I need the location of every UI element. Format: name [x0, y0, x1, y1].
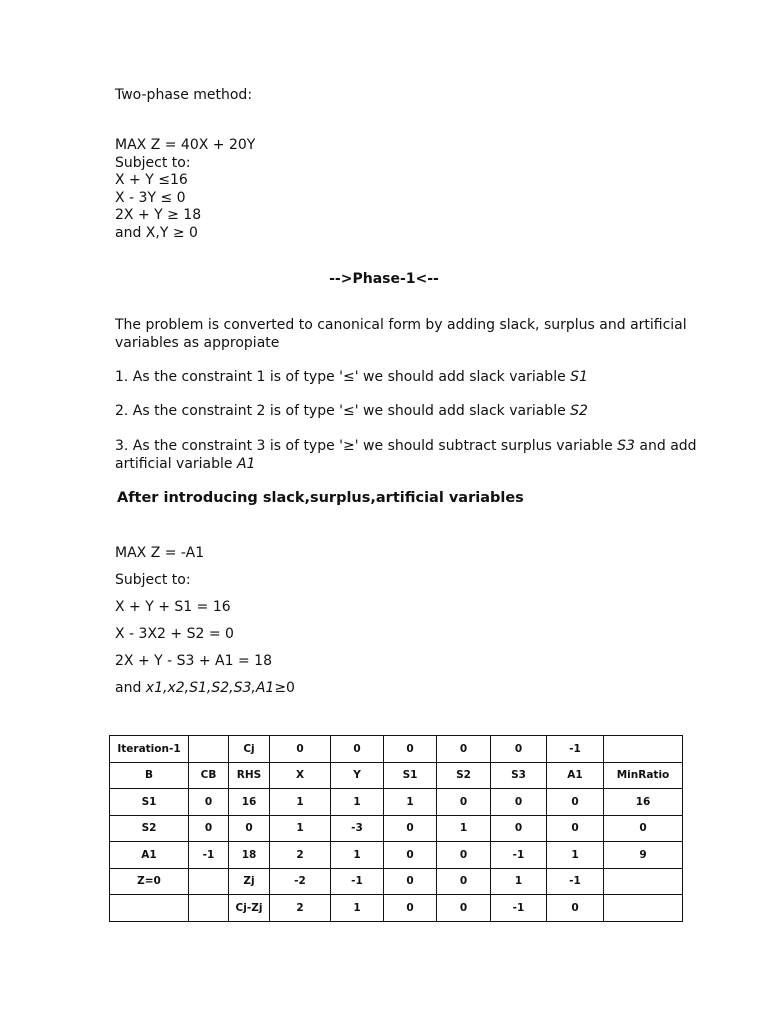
table-cell: 0	[229, 815, 270, 842]
table-cell: 0	[604, 815, 683, 842]
table-row	[110, 789, 683, 816]
table-cell: B	[110, 762, 189, 789]
table-cell: S2	[437, 762, 491, 789]
phase1-non-negativity	[115, 680, 295, 698]
table-cell: 1	[331, 895, 384, 922]
table-cell: 1	[270, 815, 331, 842]
intro-line: variables as appropiate	[115, 334, 280, 351]
step-3-text-end: and add	[634, 438, 697, 454]
table-cell: 0	[384, 895, 437, 922]
step-3-continued	[115, 456, 255, 474]
table-cell	[189, 736, 229, 763]
table-cell: 0	[384, 842, 437, 869]
table-cell: 0	[437, 842, 491, 869]
table-row	[110, 868, 683, 895]
phase-title: -->Phase-1<--	[329, 271, 439, 287]
table-cell: 0	[384, 736, 437, 763]
table-cell: 0	[189, 815, 229, 842]
table-cell: 0	[384, 868, 437, 895]
table-cell: S1	[110, 789, 189, 816]
table-cell: Z=0	[110, 868, 189, 895]
table-cell: 1	[547, 842, 604, 869]
after-introducing-heading: After introducing slack,surplus,artificial variables	[117, 490, 524, 506]
table-cell: Iteration-1	[110, 736, 189, 763]
phase1-equation-1: X + Y + S1 = 16	[115, 599, 231, 615]
step-3-text: 3. As the constraint 3 is of type '≥' we should subtract surplus variable	[115, 438, 618, 454]
table-cell: CB	[189, 762, 229, 789]
table-cell	[189, 895, 229, 922]
step-1-variable: S1	[570, 369, 588, 385]
table-cell: 0	[437, 868, 491, 895]
table-cell: 0	[547, 895, 604, 922]
table-cell	[604, 736, 683, 763]
table-row	[110, 815, 683, 842]
table-cell: -2	[270, 868, 331, 895]
table-cell: 0	[384, 815, 437, 842]
step-2	[115, 403, 588, 421]
table-cell: 2	[270, 842, 331, 869]
constraint-1: X + Y ≤16	[115, 172, 188, 188]
table-row	[110, 842, 683, 869]
table-cell: MinRatio	[604, 762, 683, 789]
table-cell	[110, 895, 189, 922]
non-negativity-variables: x1,x2,S1,S2,S3,A1	[145, 680, 275, 696]
intro-line: The problem is converted to canonical form by adding slack, surplus and artificial	[115, 317, 687, 333]
table-cell: 0	[437, 789, 491, 816]
step-2-variable: S2	[570, 403, 588, 419]
table-cell: RHS	[229, 762, 270, 789]
table-cell: 0	[547, 815, 604, 842]
table-cell: Cj	[229, 736, 270, 763]
constraint-3: 2X + Y ≥ 18	[115, 207, 202, 223]
table-cell: 1	[491, 868, 547, 895]
table-cell: 16	[604, 789, 683, 816]
table-cell	[189, 868, 229, 895]
subject-to-label: Subject to:	[115, 154, 191, 171]
table-cell: Y	[331, 762, 384, 789]
table-cell: 0	[491, 736, 547, 763]
table-cell: 0	[437, 736, 491, 763]
table-cell: S1	[384, 762, 437, 789]
table-cell: 0	[491, 789, 547, 816]
table-cell: 2	[270, 895, 331, 922]
step-1	[115, 369, 588, 387]
table-cell: 1	[437, 815, 491, 842]
table-cell: X	[270, 762, 331, 789]
table-cell: Cj-Zj	[229, 895, 270, 922]
table-cell: 18	[229, 842, 270, 869]
non-negativity-prefix: and	[115, 680, 146, 696]
table-cell: 0	[547, 789, 604, 816]
table-header-row	[110, 762, 683, 789]
table-row	[110, 895, 683, 922]
simplex-table	[109, 735, 683, 922]
table-cell: -1	[331, 868, 384, 895]
table-cell: 9	[604, 842, 683, 869]
step-1-text: 1. As the constraint 1 is of type '≤' we should add slack variable	[115, 369, 571, 385]
phase1-subject-to: Subject to:	[115, 572, 191, 588]
non-negativity-suffix: ≥0	[274, 680, 295, 696]
table-cell: S3	[491, 762, 547, 789]
document-heading: Two-phase method:	[115, 87, 253, 103]
table-cell: -1	[547, 868, 604, 895]
step-3-line2-variable: A1	[236, 455, 256, 472]
table-cell	[604, 868, 683, 895]
non-negativity-constraint: and X,Y ≥ 0	[115, 224, 198, 241]
table-cell: 1	[384, 789, 437, 816]
table-cell: -1	[491, 895, 547, 922]
table-cell	[604, 895, 683, 922]
table-cell: -1	[189, 842, 229, 869]
table-cell: A1	[547, 762, 604, 789]
phase1-objective: MAX Z = -A1	[115, 545, 205, 561]
step-2-text: 2. As the constraint 2 is of type '≤' we should add slack variable	[115, 403, 571, 419]
table-row	[110, 736, 683, 763]
step-3	[115, 438, 697, 456]
table-cell: 0	[437, 895, 491, 922]
table-cell: Zj	[229, 868, 270, 895]
table-cell: -1	[491, 842, 547, 869]
table-cell: 0	[331, 736, 384, 763]
table-cell: S2	[110, 815, 189, 842]
table-cell: 1	[270, 789, 331, 816]
constraint-2: X - 3Y ≤ 0	[115, 189, 186, 206]
phase1-equation-2: X - 3X2 + S2 = 0	[115, 626, 234, 642]
table-cell: -3	[331, 815, 384, 842]
table-cell: 0	[189, 789, 229, 816]
table-cell: 1	[331, 789, 384, 816]
table-cell: A1	[110, 842, 189, 869]
table-cell: -1	[547, 736, 604, 763]
table-cell: 1	[331, 842, 384, 869]
table-cell: 0	[270, 736, 331, 763]
step-3-variable: S3	[617, 438, 635, 454]
table-cell: 16	[229, 789, 270, 816]
table-cell: 0	[491, 815, 547, 842]
step-3-line2-text: artificial variable	[115, 455, 237, 472]
objective-function: MAX Z = 40X + 20Y	[115, 137, 256, 153]
phase1-equation-3: 2X + Y - S3 + A1 = 18	[115, 653, 272, 669]
